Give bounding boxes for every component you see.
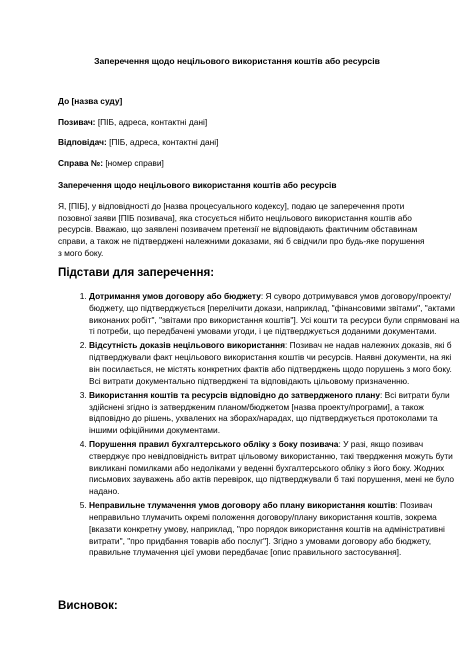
case-line	[58, 158, 164, 168]
intro-paragraph: Я, [ПІБ], у відповідності до [назва процесуального кодексу], подаю це заперечення проти позовної заяви [ПІБ позивача], яка стосується нібито нецільового використання коштів або ресурсів. Вважаю, що заявлені позивачем претензії не відповідають фактичним обставинам справи, а також не підтверджені належними доказами, які б свідчили про будь-яке порушення з мого боку.	[58, 201, 425, 258]
grounds-list	[58, 291, 461, 561]
defendant-value: [ПІБ, адреса, контактні дані]	[109, 137, 219, 147]
ground-title: Неправильне тлумачення умов договору або плану використання коштів	[89, 500, 396, 511]
case-value: [номер справи]	[105, 158, 164, 168]
grounds-item	[89, 439, 461, 498]
court-value: [назва суду]	[71, 96, 123, 106]
grounds-item	[89, 340, 461, 387]
plaintiff-label: Позивач:	[58, 117, 96, 127]
plaintiff-value: [ПІБ, адреса, контактні дані]	[97, 117, 208, 127]
ground-text: : Позивач не надав належних доказів, які б підтверджували факт нецільового використання коштів чи ресурсів. Наявні документи, на які він посилається, не містять конкретних фактів або підтверджень щодо порушень з мого боку. Всі витрати документально підтверджені та відповідають цільовому призначенню.	[89, 340, 452, 386]
ground-text: : Всі витрати були здійснені згідно із затвердженим планом/бюджетом [назва проекту/програми], а також відповідно до рішень, ухвалених на зборах/нарадах, що підтверджується протоколами та іншими офіційними документами.	[89, 389, 450, 436]
ground-title: Використання коштів та ресурсів відповідно до затвердженого плану	[89, 389, 380, 400]
defendant-line	[58, 137, 218, 147]
grounds-item	[89, 500, 461, 559]
grounds-heading: Підстави для заперечення:	[58, 266, 215, 279]
ground-title: Відсутність доказів нецільового використання	[89, 340, 285, 351]
ground-text: : У разі, якщо позивач стверджує про невідповідність витрат цільовому використанню, такі твердження можуть бути викликані помилками або недоліками у веденні бухгалтерського обліку з його боку. Жодних письмових зауважень або актів перевірок, що підтверджували б такі порушення, мені не було надано.	[89, 439, 455, 497]
ground-text: : Позивач неправильно тлумачить окремі положення договору/плану використання коштів, зокрема [вказати конкретну умову, наприклад, "про порядок використання коштів на адміністративні витрати", "про придбання товарів або послуг"]. Згідно з умовами договору або бюджету, правильне тлумачення цієї умови передбачає [опис правильного застосування].	[89, 500, 445, 558]
conclusion-heading: Висновок:	[58, 599, 118, 612]
ground-title: Порушення правил бухгалтерського обліку з боку позивача	[89, 439, 339, 450]
court-label: До	[58, 96, 70, 106]
grounds-item	[89, 291, 461, 338]
court-line	[58, 96, 122, 106]
document-title: Заперечення щодо нецільового використання коштів або ресурсів	[94, 56, 380, 66]
case-label: Справа №:	[58, 158, 104, 168]
defendant-label: Відповідач:	[58, 137, 107, 147]
ground-title: Дотримання умов договору або бюджету	[89, 291, 261, 301]
document-subtitle: Заперечення щодо нецільового використання коштів або ресурсів	[58, 180, 337, 190]
grounds-item	[89, 390, 461, 437]
ground-text: : Я суворо дотримувався умов договору/проекту/бюджету, що підтверджується [перелічити докази, наприклад, "фінансовими звітами", "актами виконаних робіт", "звітами про використання коштів"]. Усі кошти та ресурси були спрямовані на ті потреби, що передбачені умовами угоди, і це підтверджується доданими документами.	[89, 291, 460, 337]
plaintiff-line	[58, 117, 207, 127]
